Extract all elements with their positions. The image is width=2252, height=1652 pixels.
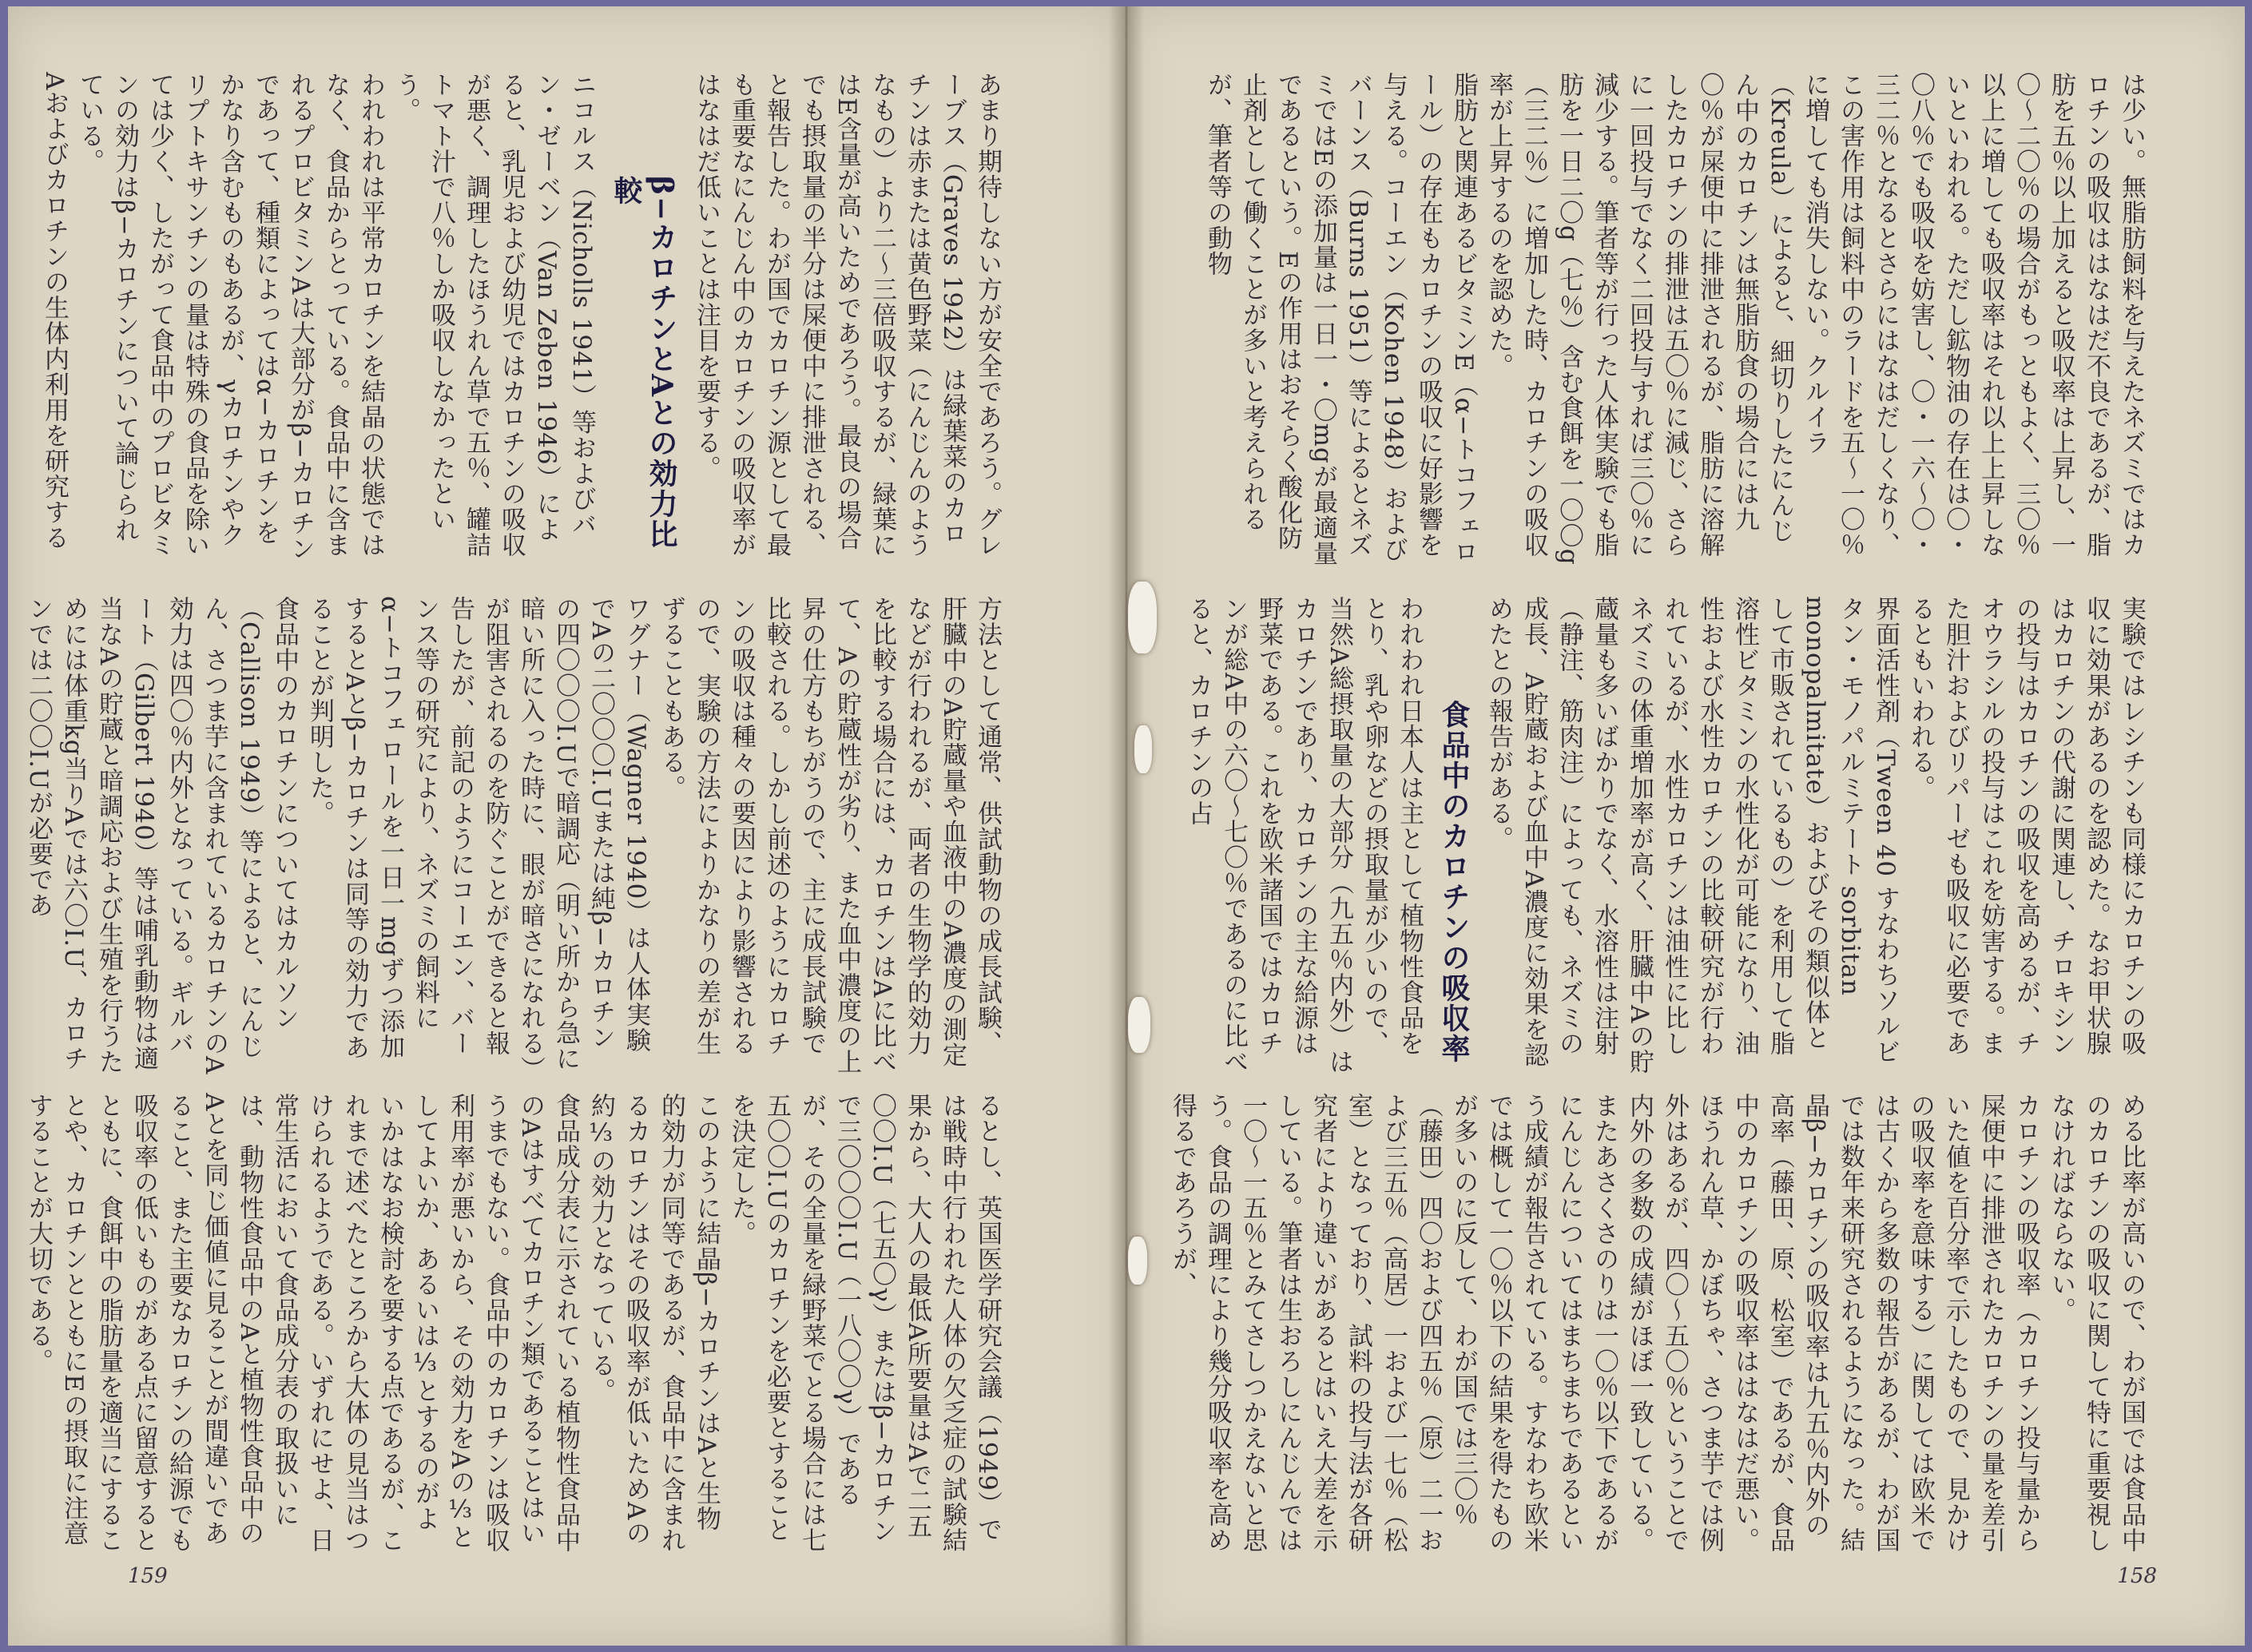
binding-hole [1128, 997, 1150, 1053]
page-number: 158 [2117, 1564, 2157, 1588]
paragraph: 脂肪と関連あるビタミンE（α−トコフェロール）の存在もカロチンの吸収に好影響を与える。コーエン（Kohen 1948）およびバーンス（Burns 1951）等によるとネズミではEの添加量は一日一・〇mgが最適量であるという。Eの作用はおそらく酸化防止剤として働くことが多いと考えられるが、筆者等の動物 [1203, 72, 1478, 566]
paragraph: 食品成分表に示されている植物性食品中のAはすべてカロチン類であることはいうまでもない。食品中のカロチンは吸収利用率が悪いから、その効力をAの⅓としてよいか、あるいは⅓とするのがよいかはなお検討を要する点であるが、これまで述べたところから大体の見当はつけられるようである。いずれにせよ、日常生活において食品成分表の取扱いには、動物性食品中のAと植物性食品中のAとを同じ価値に見ることが間違いであること、また主要なカロチンの給源でも吸収率の低いものがある点に留意するとともに、食餌中の脂肪量を適当にすることや、カロチンとともにEの摂取に注意することが大切である。 [24, 1093, 580, 1553]
binding-hole [1128, 582, 1157, 653]
section-heading: 食品中のカロチンの吸収率 [1437, 700, 1471, 1064]
left-top-band [40, 72, 1005, 567]
paragraph: われわれは平常カロチンを結晶の状態ではなく、食品からとっている。食品中に含まれるプロビタミンAは大部分がβ−カロチンであって、種類によってはα−カロチンをかなり含むものもあるが、γカロチンやクリプトキサンチンの量は特殊の食品を除いては少く、したがって食品中のプロビタミンの効力はβ−カロチンについて論じられている。 [75, 72, 385, 562]
section-heading: β−カロチンとAとの効力比較 [610, 176, 678, 550]
paragraph: このように結晶β−カロチンはAと生物的効力が同等であるが、食品中に含まれるカロチンはその吸収率が低いためAの約⅓の効力となっている。 [586, 1093, 721, 1553]
paragraph: われわれ日本人は主として植物性食品をとり、乳や卵などの摂取量が少いので、当然A総摂取量の大部分（九五％内外）はカロチンであり、カロチンの主な給源は野菜である。これを欧米諸国ではカロチンが総A中の六〇〜七〇％であるのに比べると、カロチンの占 [1184, 596, 1424, 1075]
paragraph: ニコルス（Nicholls 1941）等およびバン・ゼーベン（Van Zeben 1946）によると、乳児および幼児ではカロチンの吸収が悪く、調理したほうれん草で五％、罐詰トマト汁で八％しか吸収しなかったという。 [391, 72, 596, 558]
book-gutter [1109, 6, 1144, 1646]
paragraph: める比率が高いので、わが国では食品中のカロチンの吸収に関して特に重要視しなければならない。 [2047, 1093, 2146, 1553]
paragraph: るとし、英国医学研究会議（1949）では戦時中行われた人体の欠乏症の試験結果から、大人の最低A所要量はAで二五〇〇I.U（七五〇γ）またはβ−カロチンで三〇〇〇I.U（一八〇〇γ）であるが、その全量を緑野菜でとる場合には七五〇〇I.Uのカロチンを必要とすることを決定した。 [727, 1093, 1002, 1553]
page-number: 159 [128, 1564, 168, 1588]
right-middle-band [1184, 596, 2149, 1075]
paragraph: 方法として通常、供試動物の成長試験、肝臓中のA貯蔵量や血液中のA濃度の測定などが行われるが、両者の生物学的効力を比較する場合には、カロチンはAに比べて、Aの貯蔵性が劣り、また血中濃度の上昇の仕方もちがうので、主に成長試験で比較される。しかし前述のようにカロチンの吸収は種々の要因により影響されるので、実験の方法によりかなりの差が生ずることもある。 [657, 596, 1002, 1075]
paragraph: 食品中のカロチンについてはカルソン（Callison 1949）等によると、にんじん、さつま芋に含まれているカロチンのA効力は四〇％内外となっている。ギルバート（Gilbert 1940）等は哺乳動物は適当なAの貯蔵と暗調応および生殖を行うためには体重kg当りAでは六〇I.U、カロチンでは二〇〇I.Uが必要であ [24, 596, 299, 1075]
paragraph: あまり期待しない方が安全であろう。グレーブス（Graves 1942）は緑葉菜のカロチンは赤または黄色野菜（にんじんのようなもの）より二〜三倍吸収するが、緑葉にはE含量が高いためであろう。最良の場合でも摂取量の半分は屎便中に排泄される、と報告した。わが国でカロチン源として最も重要なにんじん中のカロチンの吸収率がはなはだ低いことは注目を要する。 [692, 72, 1002, 558]
left-bottom-band [24, 1093, 1005, 1556]
binding-hole [1134, 725, 1152, 773]
left-page [8, 6, 1125, 1646]
left-middle-band [24, 596, 1005, 1075]
paragraph: 界面活性剤（Tween 40 すなわちソルビタン・モノパルミテート sorbitan monopalmitate）およびその類似体として市販されているもの）を利用して脂溶性ビタミンの水性化が可能になり、油性および水性カロチンの比較研究が行われているが、水性カロチンは油性に比しネズミの体重増加率が高く、肝臓中Aの貯蔵量も多いばかりでなく、水溶性は注射（静注、筋肉注）によっても、ネズミの成長、A貯蔵および血中A濃度に効果を認めたとの報告がある。 [1484, 596, 1900, 1075]
right-top-band [1203, 72, 2149, 567]
paragraph: Aおよびカロチンの生体内利用を研究する [40, 72, 69, 551]
right-page [1125, 6, 2245, 1646]
binding-hole [1128, 1237, 1147, 1285]
book-spread [8, 6, 2245, 1646]
right-bottom-band [1168, 1093, 2149, 1556]
paragraph: カロチンの吸収率（カロチン投与量から屎便中に排泄されたカロチンの量を差引いた値を百分率で示したもので、見かけの吸収率を意味する）に関しては欧米では古くから多数の報告があるが、わが国では数年来研究されるようになった。結晶β−カロチンの吸収率は九五％内外の高率（藤田、原、松室）であるが、食品中のカロチンの吸収率ははなはだ悪い。ほうれん草、かぼちゃ、さつま芋では例外はあるが、四〇〜五〇％ということで内外の多数の成績がほぼ一致している。またあさくさのりは一〇％以下であるがにんじんについてはまちまちであるという成績が報告されている。すなわち欧米では概して一〇％以下の結果を得たものが多いのに反して、わが国では三〇％（藤田）四〇および四五％（原）二一および三五％（高居）一および一七％（松室）となっており、試料の投与法が各研究者により違いがあるとはいえ大差を示している。筆者は生おろしにんじんでは一〇〜一五％とみてさしつかえないと思う。食品の調理により幾分吸収率を高め得るであろうが、 [1168, 1093, 2040, 1553]
paragraph: ワグナー（Wagner 1940）は人体実験でAの二〇〇〇I.Uまたは純β−カロチンの四〇〇〇I.Uで暗調応（明い所から急に暗い所に入った時に、眼が暗さになれる）が阻害されるのを防ぐことができると報告したが、前記のようにコーエン、バーンス等の研究により、ネズミの飼料にα−トコフェロールを一日一mgずつ添加するとAとβ−カロチンは同等の効力であることが判明した。 [305, 596, 650, 1072]
paragraph: は少い。無脂肪飼料を与えたネズミではカロチンの吸収ははなはだ不良であるが、脂肪を五％以上加えると吸収率は上昇し、一〇〜二〇％の場合がもっともよく、三〇％以上に増しても吸収率はそれ以上上昇しないといわれる。ただし鉱物油の存在は〇・〇八％でも吸収を妨害し、〇・一六〜〇・三二％となるとさらにはなはだしくなり、この害作用は飼料中のラードを五〜一〇％に増しても消失しない。クルイラ（Kreula）によると、細切りしたにんじん中のカロチンは無脂肪食の場合には九〇％が屎便中に排泄されるが、脂肪に溶解したカロチンの排泄は五〇％に減じ、さらに一回投与でなく二回投与すれば三〇％に減少する。筆者等が行った人体実験でも脂肪を一日二〇g（七％）含む食餌を一〇〇g（三二％）に増加した時、カロチンの吸収率が上昇するのを認めた。 [1484, 72, 2146, 566]
paragraph: 実験ではレシチンも同様にカロチンの吸収に効果があるのを認めた。なお甲状腺はカロチンの代謝に関連し、チロキシンの投与はカロチンの吸収を高めるが、チオウラシルの投与はこれを妨害する。また胆汁およびリパーゼも吸収に必要であるともいわれる。 [1906, 596, 2146, 1056]
